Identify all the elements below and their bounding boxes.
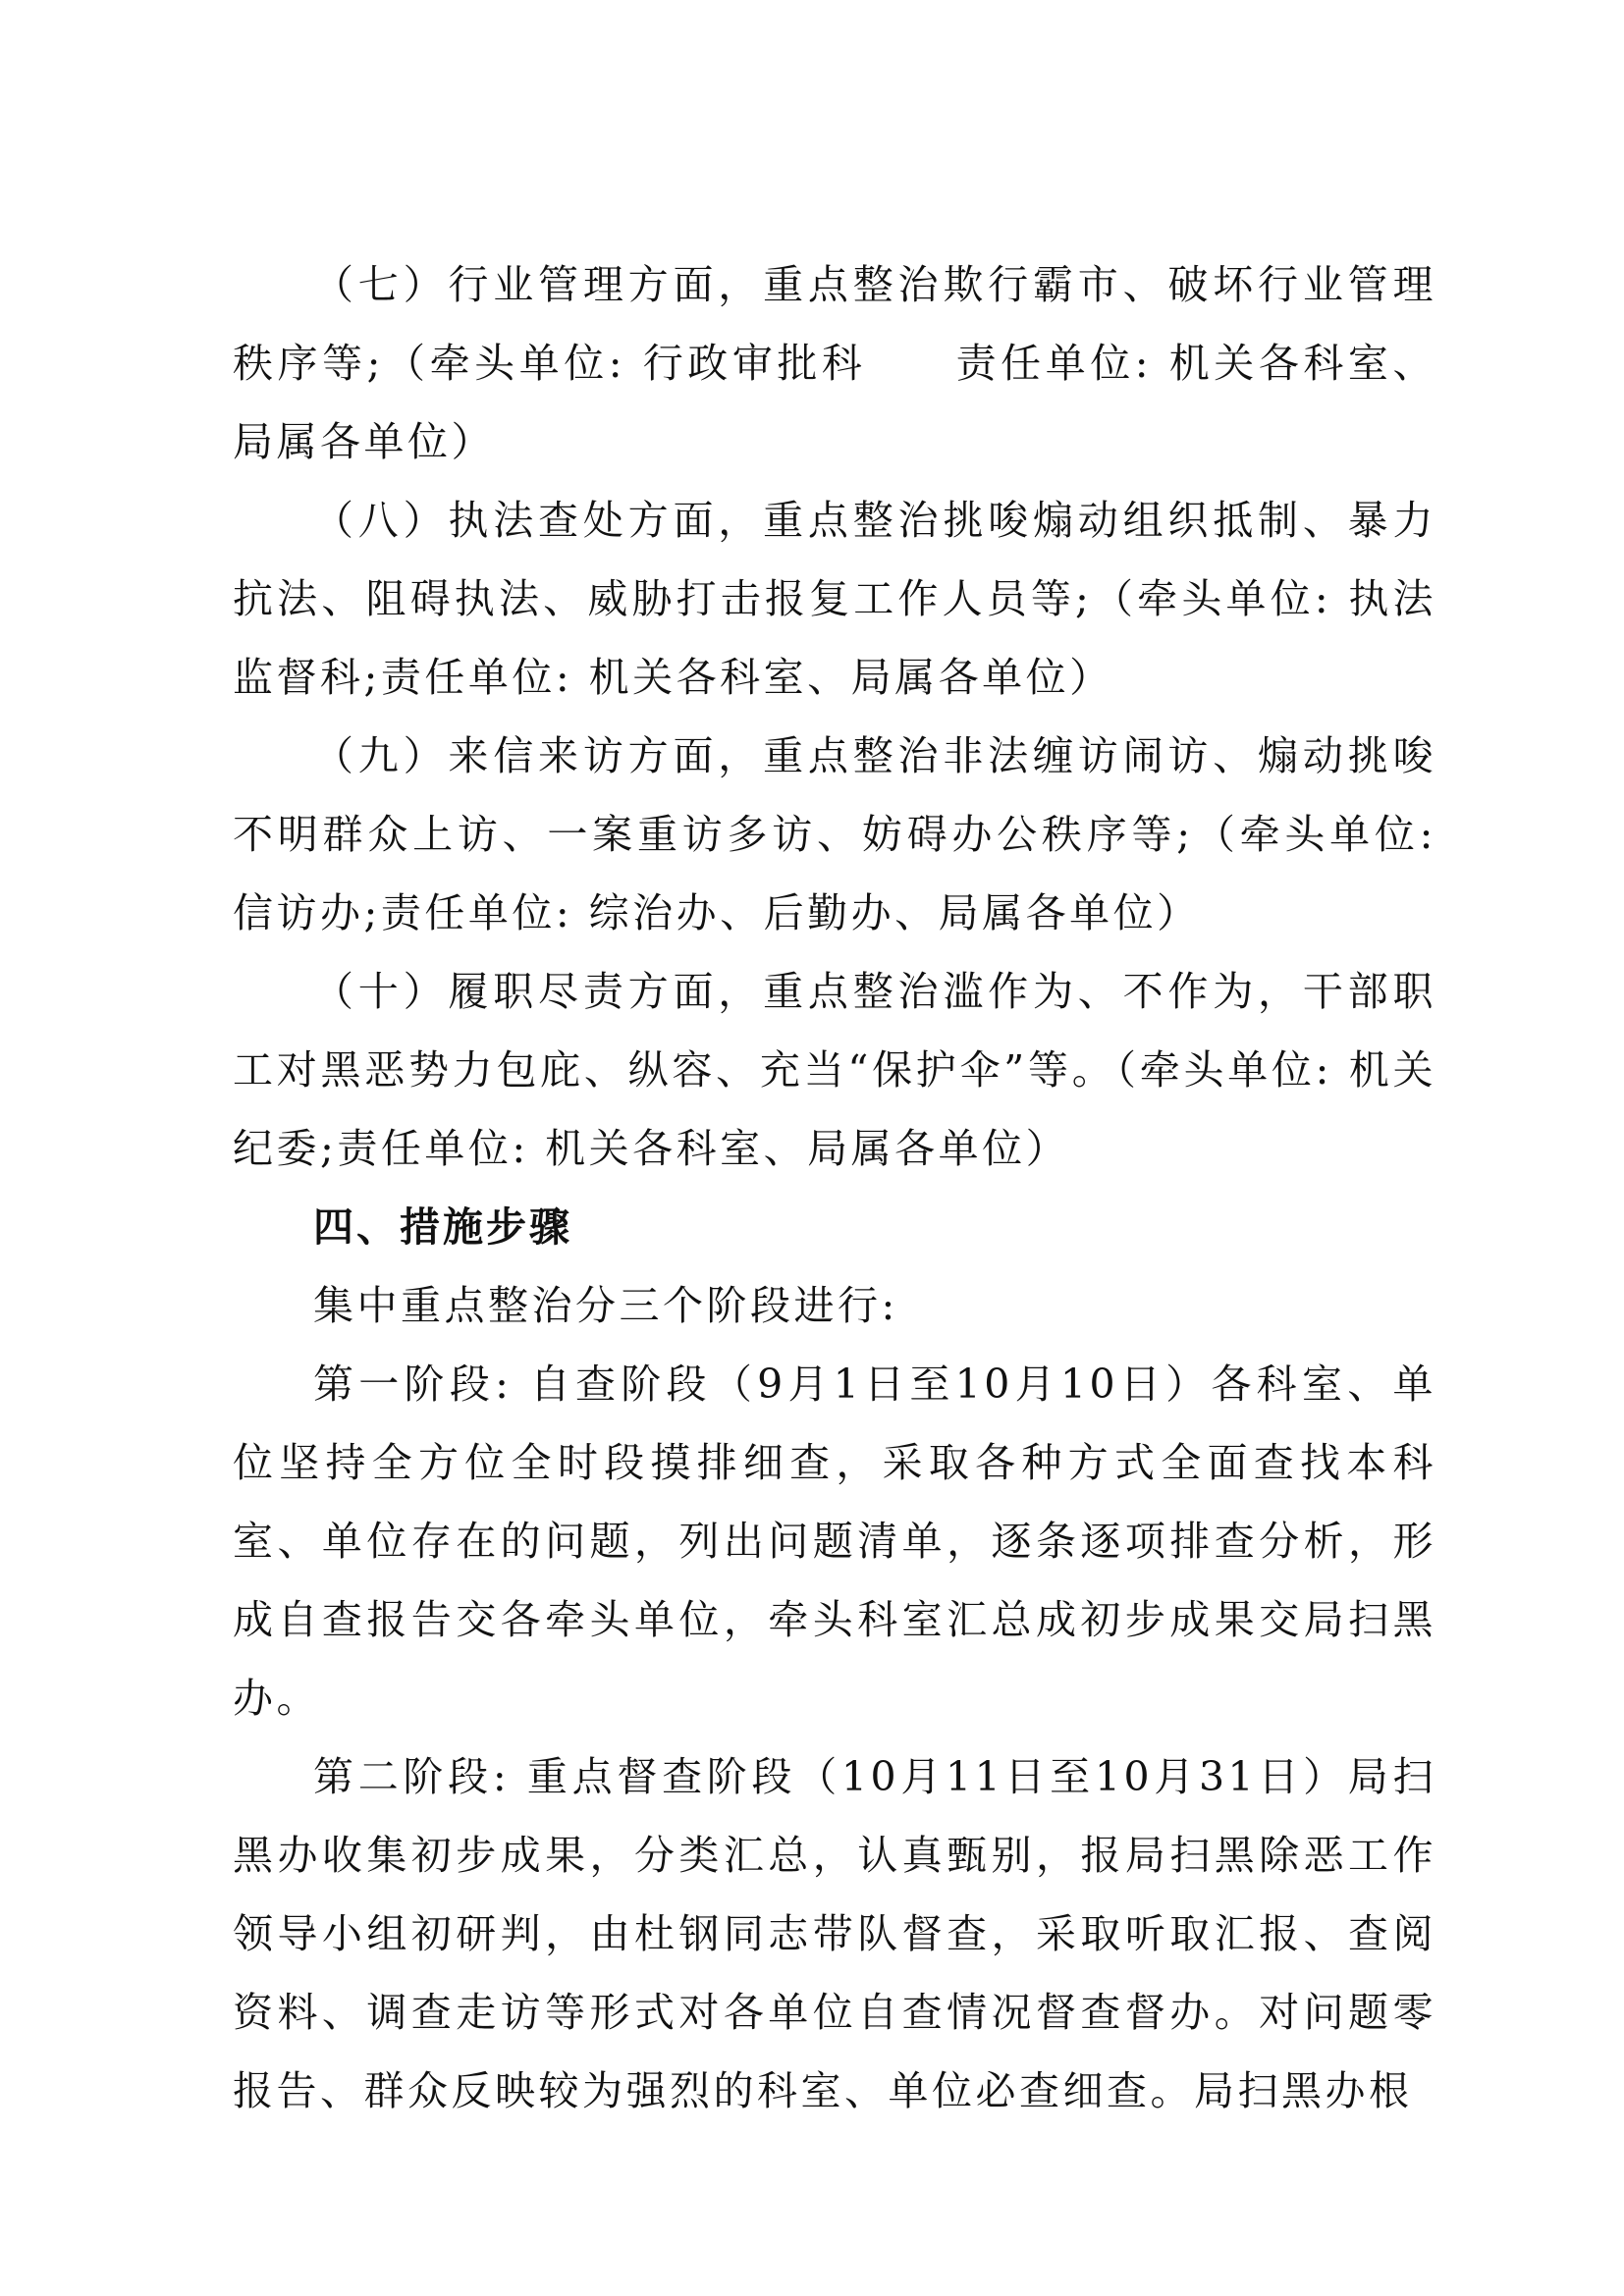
paragraph-stages-intro: 集中重点整治分三个阶段进行: bbox=[313, 1282, 898, 1329]
paragraph-petitions: （九）来信来访方面，重点整治非法缠访闹访、煽动挑唆不明群众上访、一案重访多访、妨碍办公秩序等;（牵头单位: 信访办;责任单位: 综治办、后勤办、局属各单位） bbox=[233, 732, 1436, 936]
paragraph-stage-one: 第一阶段: 自查阶段（9月1日至10月10日）各科室、单位坚持全方位全时段摸排细查，采取各种方式全面查找本科室、单位存在的问题，列出问题清单，逐条逐项排查分析，形成自查报告交各牵头单位，牵头科室汇总成初步成果交局扫黑办。 bbox=[233, 1361, 1436, 1722]
paragraph-law-enforcement: （八）执法查处方面，重点整治挑唆煽动组织抵制、暴力抗法、阻碍执法、威胁打击报复工作人员等;（牵头单位: 执法监督科;责任单位: 机关各科室、局属各单位） bbox=[233, 497, 1436, 701]
document-body bbox=[233, 245, 1436, 2130]
paragraph-duty-performance: （十）履职尽责方面，重点整治滥作为、不作为，干部职工对黑恶势力包庇、纵容、充当“保护伞”等。（牵头单位: 机关纪委;责任单位: 机关各科室、局属各单位） bbox=[233, 968, 1436, 1172]
paragraph-industry-management: （七）行业管理方面，重点整治欺行霸市、破坏行业管理秩序等;（牵头单位: 行政审批科 责任单位: 机关各科室、局属各单位） bbox=[233, 261, 1436, 465]
section-heading: 四、措施步骤 bbox=[313, 1203, 572, 1251]
paragraph-stage-two: 第二阶段: 重点督查阶段（10月11日至10月31日）局扫黑办收集初步成果，分类汇总，认真甄别，报局扫黑除恶工作领导小组初研判，由杜钢同志带队督查，采取听取汇报、查阅资料、调查走访等形式对各单位自查情况督查督办。对问题零报告、群众反映较为强烈的科室、单位必查细查。局扫黑办根 bbox=[233, 1753, 1436, 2114]
